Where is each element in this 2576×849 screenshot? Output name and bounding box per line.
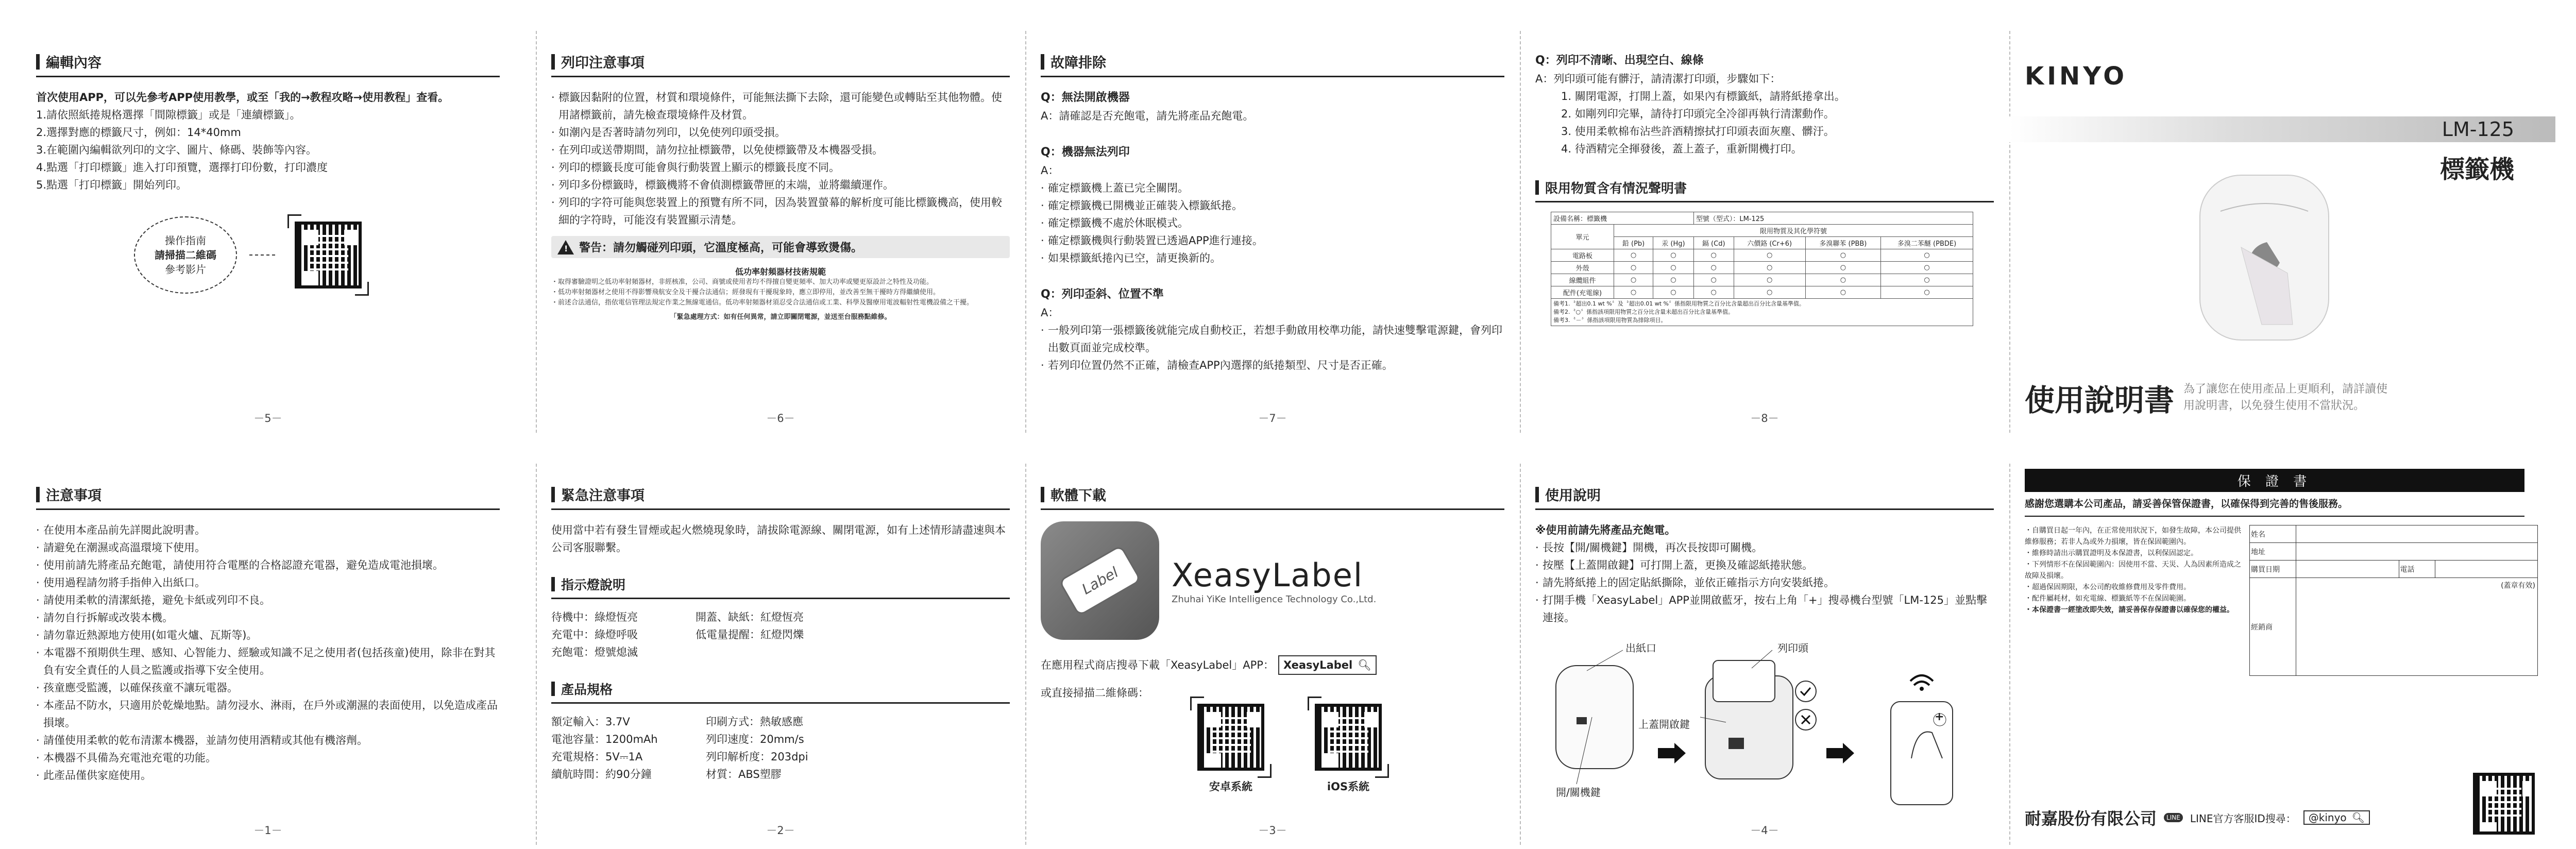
- developer-name: Zhuhai YiKe Intelligence Technology Co.,Ltd.: [1172, 594, 1377, 605]
- page-emergency: [536, 464, 1025, 845]
- ios-label: iOS系統: [1327, 780, 1370, 793]
- warranty-form: [2249, 525, 2538, 676]
- cell: ○: [1734, 286, 1805, 299]
- row-label: 線纜組件: [1551, 274, 1614, 286]
- manual-title: 使用說明書: [2025, 383, 2175, 418]
- step: 1. 關閉電源，打開上蓋，如果內有標籤紙，請將紙捲拿出。: [1561, 90, 1845, 103]
- list-item: · 使用過程請勿將手指伸入出紙口。: [36, 574, 500, 591]
- store-search-row: [1041, 655, 1504, 675]
- list-item: · 請避免在潮濕或高溫環境下使用。: [36, 539, 500, 556]
- page-software-download: [1025, 464, 1520, 845]
- guide-label: 操作指南: [165, 234, 206, 247]
- indicator-item: 充電中：綠燈呼吸: [551, 629, 638, 641]
- address-field[interactable]: [2296, 543, 2538, 561]
- store-search-box[interactable]: [1278, 655, 1377, 675]
- section-title: 指示燈說明: [561, 578, 626, 592]
- list-item: · 確定標籤機上蓋已完全關閉。: [1041, 179, 1504, 197]
- page-number: －6－: [766, 412, 795, 424]
- cell: ○: [1881, 262, 1973, 274]
- rohs-table: [1551, 212, 1973, 326]
- rf-title: 低功率射頻器材技術規範: [735, 267, 826, 277]
- column-header: 多溴聯苯 (PBB): [1805, 237, 1880, 249]
- android-qr-code[interactable]: [1197, 704, 1264, 771]
- scan-text: 或直接掃描二維條碼：: [1041, 687, 1149, 699]
- list-item: · 如潮內是否著時請勿列印，以免使列印頭受損。: [551, 124, 1010, 141]
- cell: ○: [1653, 262, 1694, 274]
- intro-text: 首次使用APP，可以先參考APP使用教學，或至「我的→教程攻略→使用教程」查看。: [36, 91, 449, 104]
- list-item: · 在使用本產品前先詳閱此說明書。: [36, 521, 500, 539]
- cell: ○: [1614, 274, 1653, 286]
- qr-frame: [1190, 697, 1272, 778]
- label-paper-outlet: 出紙口: [1625, 642, 1656, 654]
- list-item: · 確定標籤機已開機並正確裝入標籤紙捲。: [1041, 197, 1504, 214]
- table-header: 型號（型式）：LM-125: [1693, 212, 1973, 225]
- cell: ○: [1653, 249, 1694, 262]
- page-number: －4－: [1750, 824, 1779, 837]
- spec-item: 充電規格：5V⎓1A: [551, 751, 643, 763]
- field-label: 購買日期: [2250, 561, 2296, 578]
- usage-illustration: [1535, 630, 1994, 815]
- term-bold: ・本保證書一經塗改即失效，請妥善保存保證書以確保您的權益。: [2025, 606, 2234, 614]
- emergency-text: 使用當中若有發生冒煙或起火燃燒現象時，請拔除電源線、關閉電源，如有上述情形請盡速與本公司客服聯繫。: [551, 524, 1006, 554]
- video-qr-code[interactable]: [295, 222, 362, 288]
- guide-label: 參考影片: [165, 263, 206, 276]
- cell: ○: [1805, 286, 1880, 299]
- name-field[interactable]: [2296, 525, 2538, 543]
- store-text: 在應用程式商店搜尋下載「XeasyLabel」APP：: [1041, 659, 1274, 671]
- answer: A：: [1041, 164, 1059, 177]
- field-label: 姓名: [2250, 525, 2296, 543]
- warranty-thanks: 感謝您選購本公司產品，請妥善保管保證書，以確保得到完善的售後服務。: [2025, 492, 2524, 517]
- usage-diagram: [1535, 630, 1994, 815]
- search-icon: 🔍︎: [1358, 659, 1371, 671]
- list-item: · 如果標籤紙捲內已空，請更換新的。: [1041, 249, 1504, 267]
- list-item: · 列印多份標籤時，標籤機將不會偵測標籤帶匣的末端，並將繼續運作。: [551, 176, 1010, 194]
- list-item: · 列印的標籤長度可能會與行動裝置上顯示的標籤長度不同。: [551, 159, 1010, 176]
- cell: ○: [1805, 274, 1880, 286]
- cover-page: [2009, 31, 2555, 433]
- search-icon: 🔍︎: [2351, 811, 2365, 824]
- column-header: 鉛 (Pb): [1614, 237, 1653, 249]
- table-row: [1551, 249, 1973, 262]
- spec-item: 續航時間：約90分鐘: [551, 768, 652, 780]
- company-name: 耐嘉股份有限公司: [2025, 809, 2157, 828]
- column-header: 多溴二苯醚 (PBDE): [1881, 237, 1973, 249]
- page-number: －1－: [253, 824, 282, 837]
- list-item: · 請勿自行拆解或改裝本機。: [36, 609, 500, 626]
- warning-icon: !: [557, 240, 574, 254]
- app-logo: [1041, 521, 1159, 640]
- table-header: 設備名稱：標籤機: [1551, 212, 1694, 225]
- term: ・下列情形不在保固範圍內：因使用不當、天災、人為因素所造成之故障及損壞。: [2025, 561, 2241, 580]
- spec-item: 列印解析度：203dpi: [706, 751, 808, 763]
- indicator-item: 充飽電：燈號熄滅: [551, 646, 638, 658]
- warranty-card: [2009, 464, 2555, 845]
- cell: ○: [1614, 286, 1653, 299]
- term: ・自購買日起一年內，在正常使用狀況下，如發生故障，本公司提供維修服務；若非人為或外力損壞，皆在保固範圍內。: [2025, 527, 2241, 546]
- emergency-note: 「緊急處理方式：如有任何異常，請立即關閉電源，並送至台服務點維修。: [670, 313, 891, 321]
- row-label: 配件(充電線): [1551, 286, 1614, 299]
- qr-frame: [287, 214, 369, 296]
- warning-text: 警告：請勿觸碰列印頭，它溫度極高，可能會導致燙傷。: [579, 242, 863, 254]
- section-title: 使用說明: [1545, 488, 1601, 504]
- row-label: 電路板: [1551, 249, 1614, 262]
- usage-lead: ※使用前請先將產品充飽電。: [1535, 524, 1676, 536]
- line-id: @kinyo: [2308, 811, 2347, 824]
- guide-circle: [134, 216, 237, 294]
- answer: A：: [1041, 307, 1059, 319]
- indicator-item: 待機中：綠燈恆亮: [551, 611, 638, 623]
- app-logo-label: Label: [1058, 545, 1141, 616]
- step: 4. 待酒精完全揮發後，蓋上蓋子，重新開機打印。: [1561, 143, 1802, 155]
- page-number: －5－: [253, 412, 282, 424]
- list-item: · 此產品僅供家庭使用。: [36, 767, 500, 784]
- page-print-notes: [536, 31, 1025, 433]
- section-title: 列印注意事項: [561, 55, 645, 71]
- cell: ○: [1734, 262, 1805, 274]
- warranty-terms: [2025, 525, 2241, 676]
- rf-text: ・低功率射頻器材之使用不得影響飛航安全及干擾合法通信；經發現有干擾現象時，應立即停用，並改善至無干擾時方得繼續使用。: [551, 288, 940, 296]
- cell: ○: [1614, 262, 1653, 274]
- purchase-date-field[interactable]: [2296, 561, 2399, 578]
- step: 3. 使用柔軟棉布沾些許酒精擦拭打印頭表面灰塵、髒汙。: [1561, 125, 1835, 138]
- list-item: · 標籤因黏附的位置，材質和環境條件，可能無法撕下去除，還可能變色或轉貼至其他物體。使用諸標籤前，請先檢查環境條件及材質。: [551, 89, 1010, 124]
- table-notes: [1551, 299, 1973, 326]
- label-cover-button: 上蓋開啟鍵: [1638, 718, 1690, 731]
- list-item: · 確定標籤機不處於休眠模式。: [1041, 214, 1504, 232]
- list-item: · 本產品不防水，只適用於乾燥地點。請勿浸水、淋雨，在戶外或潮濕的表面使用，以免造成產品損壞。: [36, 697, 500, 732]
- warning-box: [551, 236, 1010, 258]
- step: 4.點選「打印標籤」進入打印預覽，選擇打印份數，打印濃度: [36, 161, 328, 174]
- column-header: 鎘 (Cd): [1693, 237, 1734, 249]
- line-icon: LINE: [2164, 813, 2183, 822]
- indicator-item: 低電量提醒：紅燈閃爍: [696, 629, 804, 641]
- section-title: 編輯內容: [46, 55, 101, 71]
- field-label: 地址: [2250, 543, 2296, 561]
- note: 備考1.〝超出0.1 wt %〞及〝超出0.01 wt %〞係指限用物質之百分比含量超出百分比含量基準值。: [1553, 300, 1805, 307]
- cell: ○: [1881, 286, 1973, 299]
- cell: ○: [1805, 262, 1880, 274]
- field-label: 電話: [2399, 561, 2435, 578]
- step: 3.在範圍內編輯欲列印的文字、圖片、條碼、裝飾等內容。: [36, 144, 317, 156]
- list-item: · 孩童應受監護，以確保孩童不讓玩電器。: [36, 679, 500, 697]
- product-name: 標籤機: [2439, 155, 2514, 184]
- dealer-stamp-field[interactable]: [2296, 578, 2538, 676]
- table-row: [1551, 274, 1973, 286]
- spec-item: 印刷方式：熱敏感應: [706, 716, 803, 728]
- term: ・維修時請出示購買證明及本保證書，以利保固認定。: [2025, 549, 2198, 557]
- list-item: · 請勿靠近熱源地方使用(如電火爐、瓦斯等)。: [36, 626, 500, 644]
- section-title: 限用物質含有情況聲明書: [1545, 181, 1687, 196]
- column-header: 汞 (Hg): [1653, 237, 1694, 249]
- question: Q：列印不清晰、出現空白、線條: [1535, 54, 1704, 67]
- question: Q：列印歪斜、位置不準: [1041, 288, 1164, 301]
- note: 備考3.〝－〞係指該項限用物質為排除項目。: [1553, 317, 1667, 324]
- list-item: · 使用前請先將產品充飽電，請使用符合電壓的合格認證充電器，避免造成電池損壞。: [36, 556, 500, 574]
- page-edit-content: [21, 31, 515, 433]
- row-label: 外殼: [1551, 262, 1614, 274]
- term: ・超過保固期限，本公司酌收維修費用及零件費用。: [2025, 583, 2191, 591]
- list-item: · 本電器不預期供生理、感知、心智能力、經驗或知識不足之使用者(包括孩童)使用，除非在對其負有安全責任的人員之監護或指導下安全使用。: [36, 644, 500, 679]
- rf-text: ・前述合法通信，指依電信管理法規定作業之無線電通信。低功率射頻器材須忍受合法通信或工業、科學及醫療用電波輻射性電機設備之干擾。: [551, 299, 974, 307]
- answer: A：請確認是否充飽電，請先將產品充飽電。: [1041, 110, 1254, 122]
- page-number: －2－: [766, 824, 795, 837]
- page-number: －8－: [1750, 412, 1779, 424]
- cover-note: 為了讓您在使用產品上更順利，請詳讀使用說明書，以免發生使用不當狀況。: [2183, 383, 2388, 412]
- note: 備考2.〝○〞係指該項限用物質之百分比含量未超出百分比含量基準值。: [1553, 309, 1734, 315]
- plus-icon: +: [1935, 710, 1944, 723]
- spec-item: 列印速度：20mm/s: [706, 733, 804, 745]
- step: 5.點選「打印標籤」開始列印。: [36, 179, 188, 191]
- section-title: 注意事項: [46, 488, 101, 504]
- page-number: －3－: [1258, 824, 1287, 837]
- page-cleaning-rohs: [1520, 31, 2009, 433]
- cell: ○: [1653, 274, 1694, 286]
- label-print-head: 列印頭: [1777, 642, 1808, 654]
- list-item: · 若列印位置仍然不正確，請檢查APP內選擇的紙捲類型、尺寸是否正確。: [1041, 356, 1504, 374]
- ios-qr-code[interactable]: [1315, 704, 1382, 771]
- spec-item: 電池容量：1200mAh: [551, 733, 658, 745]
- step: 2. 如剛列印完畢，請待打印頭完全冷卻再執行清潔動作。: [1561, 108, 1835, 120]
- cell: ○: [1693, 249, 1734, 262]
- steps-list: [36, 106, 500, 194]
- list-item: · 請僅使用柔軟的乾布清潔本機器，並請勿使用酒精或其他有機溶劑。: [36, 732, 500, 749]
- page-usage: [1520, 464, 2009, 845]
- cell: ○: [1693, 274, 1734, 286]
- qr-frame: [1308, 697, 1389, 778]
- printer-image: [2190, 170, 2339, 345]
- phone-field[interactable]: [2435, 561, 2538, 578]
- cell: ○: [1653, 286, 1694, 299]
- section-title: 產品規格: [561, 682, 613, 697]
- list-item: · 按壓【上蓋開啟鍵】可打開上蓋，更換及確認紙捲狀態。: [1535, 556, 1994, 574]
- step: 1.請依照紙捲規格選擇「間隙標籤」或是「連續標籤」。: [36, 109, 301, 121]
- step: 2.選擇對應的標籤尺寸，例如：14*40mm: [36, 126, 241, 139]
- app-name: XeasyLabel: [1172, 556, 1364, 594]
- cell: ○: [1881, 274, 1973, 286]
- table-row: [1551, 286, 1973, 299]
- indicator-list: [551, 608, 840, 661]
- model-banner: [2009, 116, 2555, 142]
- list-item: · 長按【開/關機鍵】開機，再次長按即可關機。: [1535, 539, 1994, 556]
- table-row: [1551, 262, 1973, 274]
- question: Q：機器無法列印: [1041, 146, 1130, 159]
- term: ・配件屬耗材，如充電線、標籤紙等不在保固範圍。: [2025, 595, 2191, 603]
- list-item: · 確定標籤機與行動裝置已透過APP進行連接。: [1041, 232, 1504, 249]
- page-precautions: [21, 464, 515, 845]
- section-title: 緊急注意事項: [561, 488, 645, 504]
- cell: ○: [1693, 286, 1734, 299]
- page-number: －7－: [1258, 412, 1287, 424]
- model-number: LM-125: [2442, 118, 2514, 141]
- warranty-title: 保 證 書: [2025, 469, 2524, 492]
- cell: ○: [1805, 249, 1880, 262]
- printer-illustration: [2190, 170, 2339, 345]
- list-item: · 一般列印第一張標籤後就能完成自動校正，若想手動啟用校準功能，請快速雙擊電源鍵，會列印出數頁面並完成校準。: [1041, 321, 1504, 356]
- list-item: · 本機器不具備為充電池充電的功能。: [36, 749, 500, 767]
- guide-label: 請掃描二維碼: [155, 249, 216, 261]
- spec-item: 材質：ABS塑膠: [706, 768, 782, 780]
- stamp-note: (蓋章有效): [2501, 582, 2535, 590]
- answer: A：列印頭可能有髒汙，請清潔打印頭，步驟如下：: [1535, 73, 1781, 85]
- list-item: · 請使用柔軟的清潔紙捲，避免卡紙或列印不良。: [36, 591, 500, 609]
- table-header: 單元: [1551, 225, 1614, 249]
- cell: ○: [1734, 249, 1805, 262]
- list-item: · 列印的字符可能與您裝置上的預覽有所不同，因為裝置螢幕的解析度可能比標籤機高，使用較細的字符時，可能沒有裝置顯示清楚。: [551, 194, 1010, 229]
- question: Q：無法開啟機器: [1041, 91, 1130, 104]
- android-label: 安卓系統: [1209, 780, 1252, 793]
- spec-list: [551, 713, 860, 783]
- brand-logo: KINYO: [2025, 62, 2128, 91]
- section-title: 故障排除: [1050, 55, 1106, 71]
- warranty-qr-code[interactable]: [2473, 773, 2535, 835]
- label-power-button: 開/關機鍵: [1556, 786, 1601, 799]
- line-text: LINE官方客服ID搜尋：: [2190, 812, 2296, 825]
- rf-text: ・取得審驗證明之低功率射頻器材，非經核准，公司、商號或使用者均不得擅自變更頻率、加大功率或變更原設計之特性及功能。: [551, 278, 934, 286]
- section-title: 軟體下載: [1050, 488, 1106, 504]
- field-label: 經銷商: [2250, 578, 2296, 676]
- line-id-box[interactable]: [2303, 810, 2370, 825]
- list-item: · 在列印或送帶期間，請勿拉扯標籤帶，以免使標籤帶及本機器受損。: [551, 141, 1010, 159]
- list-item: · 請先將紙捲上的固定貼紙撕除，並依正確指示方向安裝紙捲。: [1535, 574, 1994, 591]
- spec-item: 額定輸入：3.7V: [551, 716, 630, 728]
- search-term: XeasyLabel: [1283, 659, 1353, 671]
- cell: ○: [1734, 274, 1805, 286]
- cell: ○: [1693, 262, 1734, 274]
- list-item: · 打開手機「XeasyLabel」APP並開啟藍牙，按右上角「+」搜尋機台型號「LM-125」並點擊連接。: [1535, 591, 1994, 626]
- column-header: 六價鉻 (Cr+6): [1734, 237, 1805, 249]
- indicator-item: 開蓋、缺紙：紅燈恆亮: [696, 611, 804, 623]
- cell: ○: [1614, 249, 1653, 262]
- table-header: 限用物質及其化學符號: [1614, 225, 1973, 237]
- page-troubleshooting: [1025, 31, 1520, 433]
- cell: ○: [1881, 249, 1973, 262]
